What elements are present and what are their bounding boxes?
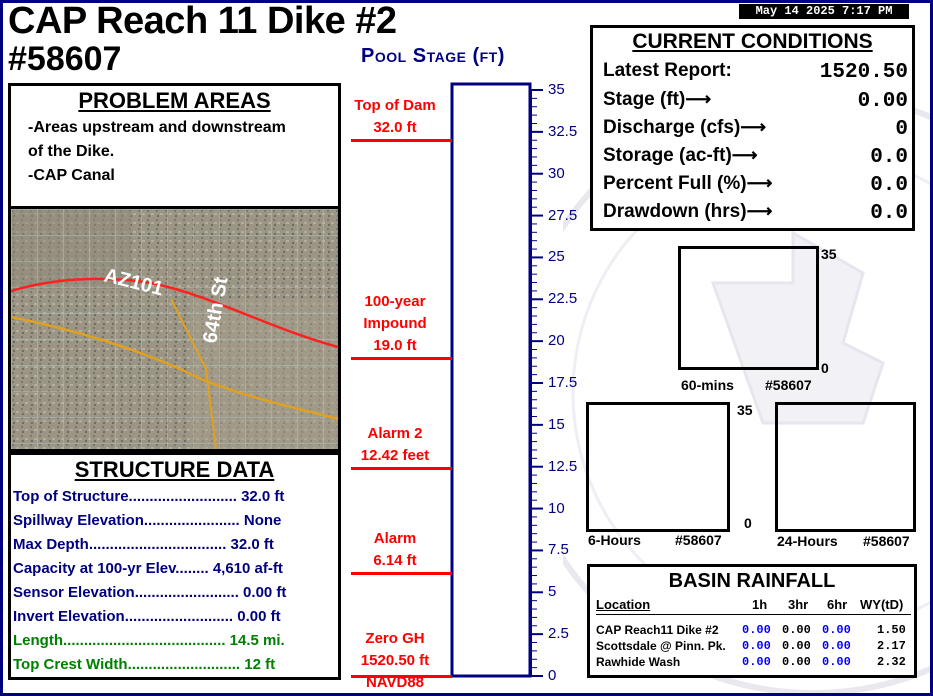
pool-level-label-line: Top of Dam bbox=[354, 97, 436, 115]
rain-header-divider bbox=[596, 614, 911, 615]
rain-value-6hr: 0.00 bbox=[822, 639, 851, 653]
condition-label: Stage (ft) bbox=[603, 89, 686, 110]
pool-tick-label: 30 bbox=[548, 164, 565, 182]
pool-tick-label: 35 bbox=[548, 81, 565, 98]
pool-level-label-line: 32.0 ft bbox=[373, 119, 417, 137]
pool-level-line bbox=[351, 467, 452, 470]
rain-col-wy: WY(tD) bbox=[860, 597, 904, 612]
pool-level-line bbox=[351, 139, 452, 142]
rain-chart-id: #58607 bbox=[863, 533, 910, 549]
current-conditions-panel bbox=[590, 25, 915, 231]
problem-line: -CAP Canal bbox=[28, 167, 115, 184]
pool-tick-label: 32.5 bbox=[548, 122, 578, 140]
structure-data-heading: STRUCTURE DATA bbox=[74, 457, 275, 482]
condition-row bbox=[603, 173, 908, 201]
pool-tick-label: 7.5 bbox=[548, 541, 569, 559]
pool-level-label bbox=[347, 95, 443, 139]
pool-level-label-line: 6.14 ft bbox=[373, 552, 417, 570]
condition-row bbox=[603, 89, 908, 117]
condition-value: 0.0 bbox=[810, 147, 908, 169]
map-road-label: 64th St bbox=[199, 275, 233, 345]
rain-location: CAP Reach11 Dike #2 bbox=[596, 623, 719, 637]
condition-row bbox=[603, 145, 908, 173]
rain-value-3hr: 0.00 bbox=[782, 623, 811, 637]
structure-data-panel bbox=[8, 452, 341, 680]
pool-level-label-line: 19.0 ft bbox=[373, 336, 417, 354]
structure-data-row: Max Depth................................. 32.0 ft bbox=[13, 536, 274, 553]
pool-level-label-line: NAVD88 bbox=[365, 674, 425, 691]
pool-level-label-line: 100-year bbox=[364, 292, 426, 310]
pool-tick-label: 5 bbox=[548, 583, 557, 601]
structure-data-row: Top of Structure.......................... 32.0 ft bbox=[13, 488, 285, 505]
structure-data-row: Length....................................... 14.5 mi. bbox=[13, 632, 285, 649]
rain-chart-period: 24-Hours bbox=[777, 533, 838, 549]
page-title: CAP Reach 11 Dike #2 bbox=[8, 3, 397, 42]
pool-tick-label: 17.5 bbox=[548, 374, 578, 391]
problem-line: of the Dike. bbox=[28, 143, 115, 160]
latest-report-row bbox=[603, 60, 908, 88]
arrow-right-icon: ⟶ bbox=[685, 89, 712, 109]
pool-tick-label: 15 bbox=[548, 415, 565, 433]
rain-value-1h: 0.00 bbox=[742, 639, 771, 653]
condition-row bbox=[603, 117, 908, 145]
rain-chart-60min bbox=[678, 246, 819, 370]
pool-level-label-line: Impound bbox=[363, 314, 427, 332]
condition-row bbox=[603, 201, 908, 229]
rain-col-6hr: 6hr bbox=[827, 597, 848, 612]
pool-tick-label: 22.5 bbox=[548, 290, 578, 308]
pool-level-label-line: 1520.50 ft bbox=[360, 652, 430, 669]
rain-chart-max: 35 bbox=[737, 402, 753, 418]
rain-chart-period: 60-mins bbox=[681, 377, 734, 393]
problem-areas-panel bbox=[8, 83, 341, 209]
rain-location: Scottsdale @ Pinn. Pk. bbox=[596, 639, 726, 653]
rain-chart-min: 0 bbox=[744, 515, 752, 531]
pool-level-label bbox=[347, 528, 443, 572]
pool-level-label-line: Alarm 2 bbox=[367, 425, 423, 443]
structure-data-row: Spillway Elevation....................... None bbox=[13, 512, 282, 529]
rain-chart-id: #58607 bbox=[675, 532, 722, 548]
problem-areas-text bbox=[28, 116, 338, 188]
rain-value-wy: 2.32 bbox=[877, 655, 906, 669]
rain-chart-min: 0 bbox=[821, 360, 829, 376]
rain-chart-max: 35 bbox=[821, 246, 837, 262]
rain-value-1h: 0.00 bbox=[742, 623, 771, 637]
pool-tick-label: 27.5 bbox=[548, 206, 578, 224]
rain-chart-6hr bbox=[586, 402, 730, 532]
condition-label: Drawdown (hrs) bbox=[603, 201, 747, 222]
map-graphic bbox=[11, 209, 338, 449]
structure-data-row: Capacity at 100-yr Elev........ 4,610 af-ft bbox=[13, 560, 283, 577]
structure-data-row: Sensor Elevation......................... 0.00 ft bbox=[13, 584, 287, 601]
arrow-right-icon: ⟶ bbox=[746, 173, 773, 193]
rain-value-wy: 2.17 bbox=[877, 639, 906, 653]
pool-tank bbox=[452, 84, 530, 676]
rain-value-3hr: 0.00 bbox=[782, 655, 811, 669]
pool-level-label-line: 12.42 feet bbox=[360, 447, 430, 465]
rain-col-3hr: 3hr bbox=[788, 597, 809, 612]
condition-value: 0.0 bbox=[810, 175, 908, 197]
pool-tick-label: 10 bbox=[548, 499, 565, 517]
pool-tick-label: 20 bbox=[548, 332, 565, 350]
rain-value-wy: 1.50 bbox=[877, 623, 906, 637]
pool-level-label-line: Zero GH bbox=[365, 630, 425, 647]
basin-rainfall-panel bbox=[587, 564, 917, 678]
rain-col-location: Location bbox=[596, 597, 651, 612]
current-conditions-heading: CURRENT CONDITIONS bbox=[632, 30, 873, 53]
station-id: #58607 bbox=[8, 40, 122, 78]
pool-level-line bbox=[351, 572, 452, 575]
latest-report-label: Latest Report: bbox=[603, 60, 732, 81]
condition-value: 0.00 bbox=[810, 91, 908, 113]
pool-level-label bbox=[347, 291, 443, 357]
condition-label: Storage (ac-ft) bbox=[603, 145, 732, 166]
pool-level-label bbox=[347, 628, 443, 693]
rain-chart-24hr bbox=[775, 402, 916, 532]
condition-label: Percent Full (%) bbox=[603, 173, 747, 194]
latest-report-value: 1520.50 bbox=[798, 62, 908, 84]
problem-areas-heading: PROBLEM AREAS bbox=[78, 88, 271, 113]
pool-level-label bbox=[347, 423, 443, 467]
arrow-right-icon: ⟶ bbox=[746, 201, 773, 221]
pool-stage-title: Pool Stage (ft) bbox=[361, 45, 505, 67]
rain-location: Rawhide Wash bbox=[596, 655, 681, 669]
arrow-right-icon: ⟶ bbox=[740, 117, 767, 137]
map-road-label: AZ101 bbox=[101, 264, 166, 301]
condition-label: Discharge (cfs) bbox=[603, 117, 741, 138]
structure-data-row: Top Crest Width........................... 12 ft bbox=[13, 656, 276, 673]
report-datetime: May 14 2025 7:17 PM bbox=[739, 4, 909, 19]
pool-tick-label: 25 bbox=[548, 248, 565, 266]
rain-value-3hr: 0.00 bbox=[782, 639, 811, 653]
aerial-map[interactable] bbox=[8, 206, 341, 452]
rain-value-6hr: 0.00 bbox=[822, 623, 851, 637]
rain-value-6hr: 0.00 bbox=[822, 655, 851, 669]
pool-level-label-line: Alarm bbox=[373, 530, 417, 548]
pool-tick-label: 12.5 bbox=[548, 457, 578, 475]
rain-chart-id: #58607 bbox=[765, 377, 812, 393]
pool-tick-label: 0 bbox=[548, 667, 557, 684]
problem-line: -Areas upstream and downstream bbox=[28, 119, 286, 136]
condition-value: 0.0 bbox=[810, 203, 908, 225]
pool-level-line bbox=[351, 357, 452, 360]
pool-stage-gauge bbox=[343, 78, 603, 691]
basin-rainfall-heading: BASIN RAINFALL bbox=[668, 570, 836, 592]
structure-data-row: Invert Elevation.......................... 0.00 ft bbox=[13, 608, 281, 625]
pool-tick-label: 2.5 bbox=[548, 625, 569, 643]
rain-value-1h: 0.00 bbox=[742, 655, 771, 669]
rain-col-1h: 1h bbox=[752, 597, 768, 612]
arrow-right-icon: ⟶ bbox=[731, 145, 758, 165]
rain-chart-period: 6-Hours bbox=[588, 532, 641, 548]
condition-value: 0 bbox=[810, 119, 908, 141]
dashboard-canvas bbox=[3, 3, 930, 693]
